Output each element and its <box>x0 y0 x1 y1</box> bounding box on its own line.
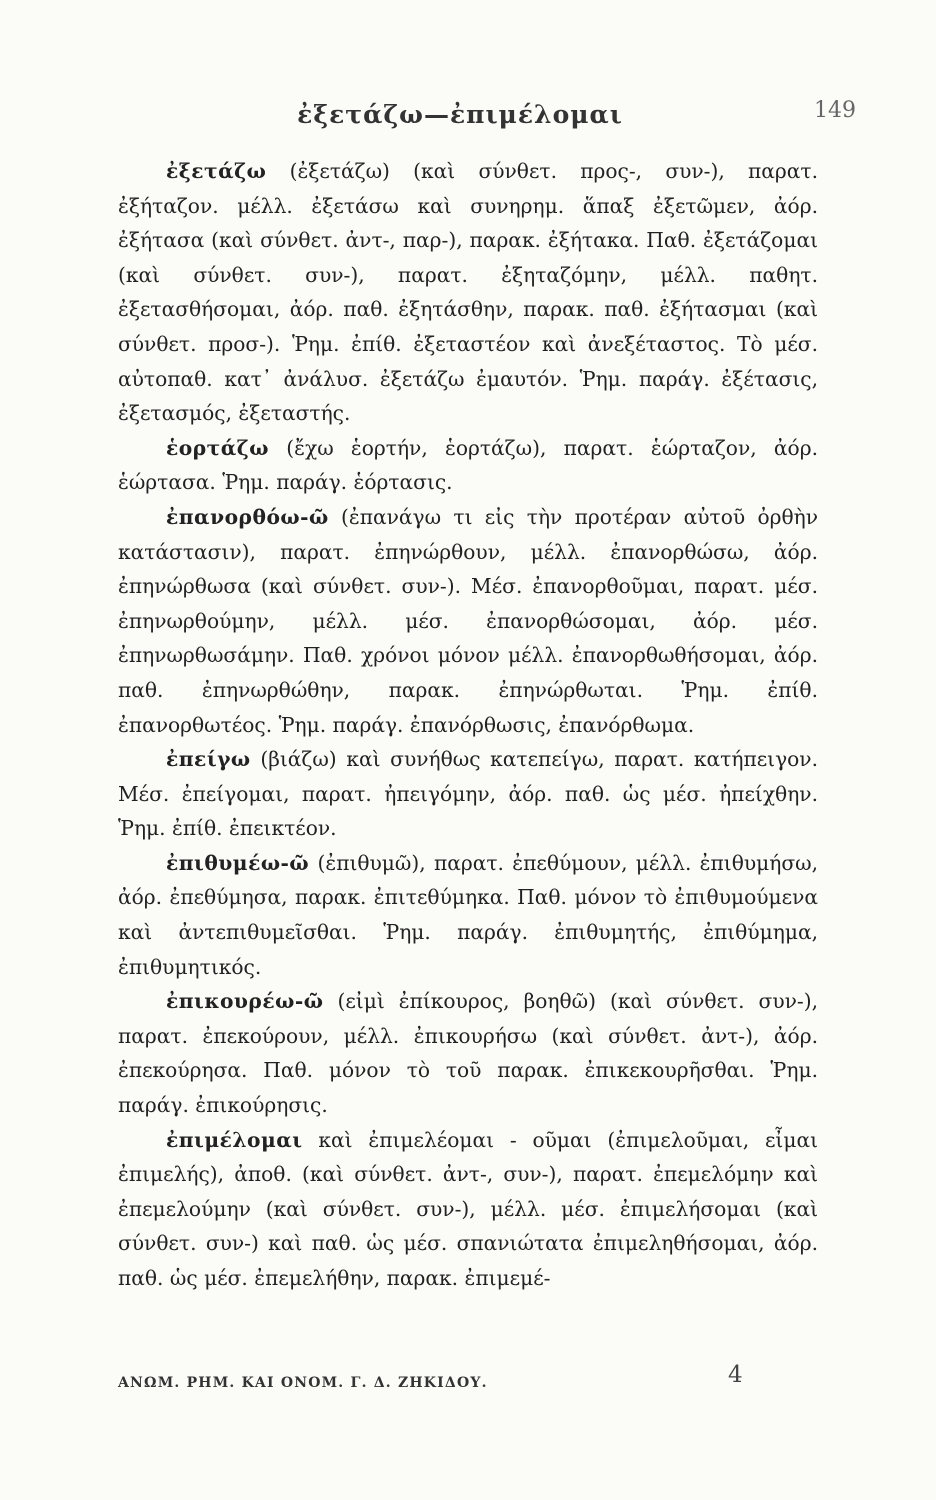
entry-headword: ἐπικουρέω-ῶ <box>166 989 324 1014</box>
entry-definition: (ἐπιθυμῶ), παρατ. ἐπεθύμουν, μέλλ. ἐπιθυμήσω, ἀόρ. ἐπεθύμησα, παρακ. ἐπιτεθύμηκα. Παθ. μόνον τὸ ἐπιθυμούμενα καὶ ἀντεπιθυμεῖσθαι. Ῥημ. παράγ. ἐπιθυμητής, ἐπιθύμημα, ἐπιθυμητικός. <box>118 850 819 979</box>
dictionary-entry <box>118 1123 818 1296</box>
dictionary-entry <box>118 431 818 500</box>
dictionary-entry <box>118 154 818 431</box>
entry-definition: (εἰμὶ ἐπίκουρος, βοηθῶ) (καὶ σύνθετ. συν-), παρατ. ἐπεκούρουν, μέλλ. ἐπικουρήσω (καὶ σύνθετ. ἀντ-), ἀόρ. ἐπεκούρησα. Παθ. μόνον τὸ τοῦ παρακ. ἐπικεκουρῆσθαι. Ῥημ. παράγ. ἐπικούρησις. <box>118 989 818 1118</box>
dictionary-body <box>118 154 818 1296</box>
entry-headword: ἐξετάζω <box>166 159 267 183</box>
entry-headword: ἑορτάζω <box>166 435 269 460</box>
entry-headword: ἐπιμέλομαι <box>166 1127 303 1152</box>
entry-headword: ἐπανορθόω-ῶ <box>166 504 329 529</box>
entry-definition: (ἐξετάζω) (καὶ σύνθετ. προς-, συν-), παρατ. ἐξήταζον. μέλλ. ἐξετάσω καὶ συνηρημ. ἅπαξ ἐξετῶμεν, ἀόρ. ἐξήτασα (καὶ σύνθετ. ἀντ-, παρ-), παρακ. ἐξήτακα. Παθ. ἐξετάζομαι (καὶ σύνθετ. συν-), παρατ. ἐξηταζόμην, μέλλ. παθητ. ἐξετασθήσομαι, ἀόρ. παθ. ἐξητάσθην, παρακ. παθ. ἐξήτασμαι (καὶ σύνθετ. προσ-). Ῥημ. ἐπίθ. ἐξεταστέον καὶ ἀνεξέταστος. Τὸ μέσ. αὐτοπαθ. κατ᾽ ἀνάλυσ. ἐξετάζω ἐμαυτόν. Ῥημ. παράγ. ἐξέτασις, ἐξετασμός, ἐξεταστής. <box>118 159 818 426</box>
entry-definition: (ἐπανάγω τι εἰς τὴν προτέραν αὐτοῦ ὀρθὴν κατάστασιν), παρατ. ἐπηνώρθουν, μέλλ. ἐπανορθώσω, ἀόρ. ἐπηνώρθωσα (καὶ σύνθετ. συν-). Μέσ. ἐπανορθοῦμαι, παρατ. μέσ. ἐπηνωρθούμην, μέλλ. μέσ. ἐπανορθώσομαι, ἀόρ. μέσ. ἐπηνωρθωσάμην. Παθ. χρόνοι μόνον μέλλ. ἐπανορθωθήσομαι, ἀόρ. παθ. ἐπηνωρθώθην, παρακ. ἐπηνώρθωται. Ῥημ. ἐπίθ. ἐπανορθωτέος. Ῥημ. παράγ. ἐπανόρθωσις, ἐπανόρθωμα. <box>118 504 818 737</box>
running-head: ἐξετάζω—ἐπιμέλομαι <box>297 100 623 129</box>
entry-definition: (βιάζω) καὶ συνήθως κατεπείγω, παρατ. κατήπειγον. Μέσ. ἐπείγομαι, παρατ. ἠπειγόμην, ἀόρ. παθ. ὡς μέσ. ἠπείχθην. Ῥημ. ἐπίθ. ἐπεικτέον. <box>118 747 818 841</box>
entry-headword: ἐπιθυμέω-ῶ <box>166 850 310 875</box>
entry-headword: ἐπείγω <box>166 747 251 772</box>
entry-definition: (ἔχω ἑορτήν, ἑορτάζω), παρατ. ἑώρταζον, ἀόρ. ἑώρτασα. Ῥημ. παράγ. ἑόρτασις. <box>118 435 818 495</box>
page-number: 149 <box>814 98 856 123</box>
printer-signature: ΑΝΩΜ. ΡΗΜ. ΚΑΙ ΟΝΟΜ. Γ. Δ. ΖΗΚΙΔΟΥ. <box>118 1375 488 1391</box>
dictionary-entry <box>118 846 818 984</box>
dictionary-entry <box>118 742 818 846</box>
dictionary-entry <box>118 984 818 1122</box>
entry-definition: καὶ ἐπιμελέομαι - οῦμαι (ἐπιμελοῦμαι, εἶμαι ἐπιμελής), ἀποθ. (καὶ σύνθετ. ἀντ-, συν-), παρατ. ἐπεμελόμην καὶ ἐπεμελούμην (καὶ σύνθετ. συν-), μέλλ. μέσ. ἐπιμελήσομαι (καὶ σύνθετ. συν-) καὶ παθ. ὡς μέσ. σπανιώτατα ἐπιμεληθήσομαι, ἀόρ. παθ. ὡς μέσ. ἐπεμελήθην, παρακ. ἐπιμεμέ- <box>118 1127 818 1290</box>
dictionary-entry <box>118 500 818 742</box>
sheet-number: 4 <box>728 1362 743 1388</box>
